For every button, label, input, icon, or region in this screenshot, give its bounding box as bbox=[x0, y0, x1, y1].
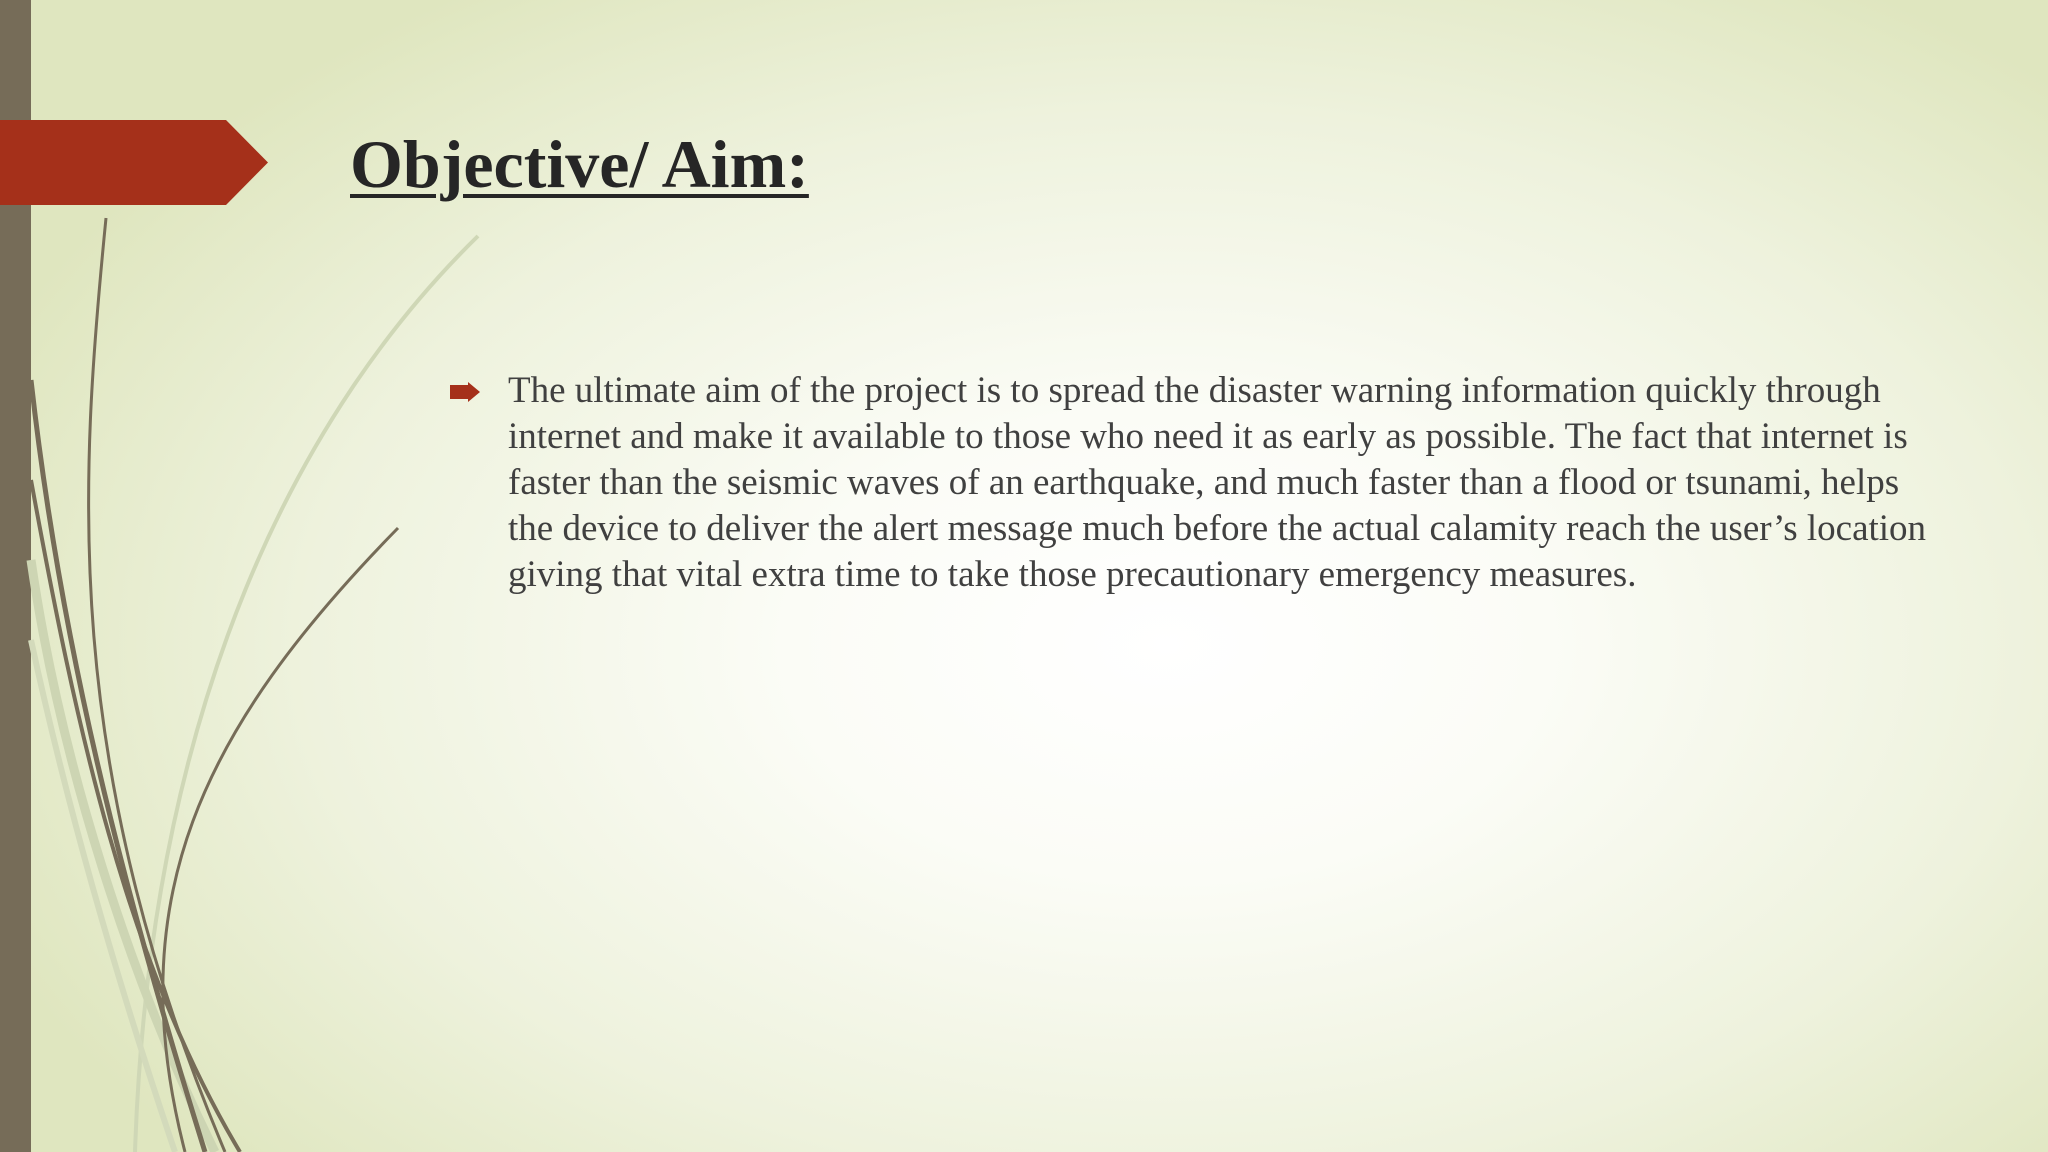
bullet-item bbox=[450, 368, 1930, 598]
title-accent-arrow bbox=[0, 120, 268, 205]
bullet-text: The ultimate aim of the project is to spread the disaster warning information quickly through internet and make it available to those who need it as early as possible. The fact that internet is faster than the seismic waves of an earthquake, and much faster than a flood or tsunami, helps the device to deliver the alert message much before the actual calamity reach the user’s location giving that vital extra time to take those precautionary emergency measures. bbox=[508, 370, 1927, 595]
bullet-list bbox=[450, 368, 1930, 598]
arrow-bullet-icon bbox=[450, 382, 480, 402]
slide-title: Objective/ Aim: bbox=[350, 126, 809, 202]
